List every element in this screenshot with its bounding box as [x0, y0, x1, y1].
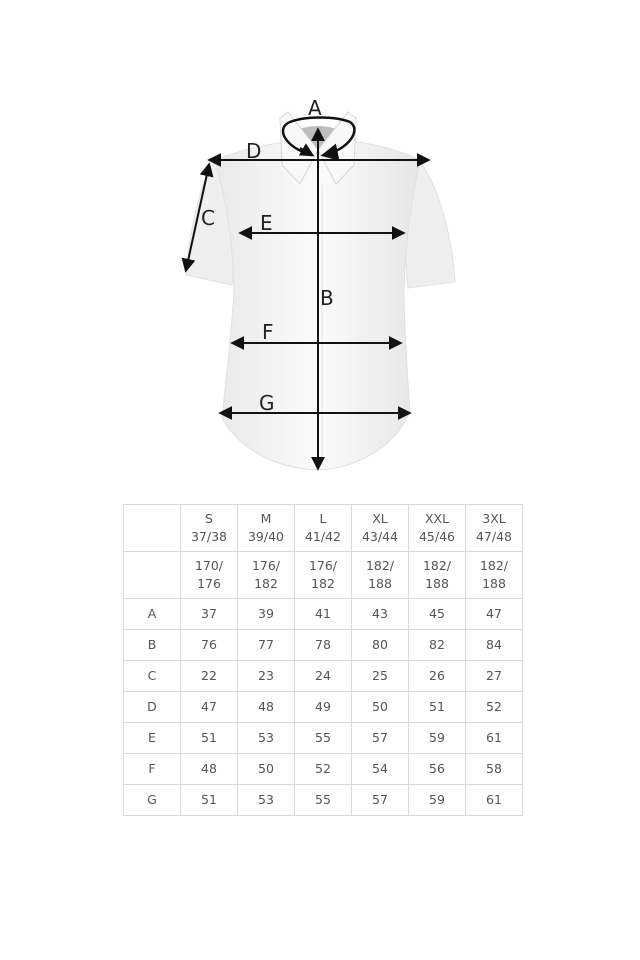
- measurement-value: 37: [181, 599, 238, 630]
- height-range-bottom: 182: [254, 576, 278, 591]
- size-name: S: [205, 511, 213, 526]
- measurement-row: [124, 754, 523, 785]
- measurement-label: G: [124, 785, 181, 816]
- measurement-value: 56: [409, 754, 466, 785]
- measurement-row: [124, 692, 523, 723]
- collar-size: 43/44: [361, 529, 399, 544]
- height-cell: [409, 552, 466, 599]
- height-cell: [181, 552, 238, 599]
- label-b: B: [320, 286, 334, 310]
- measurement-label: A: [124, 599, 181, 630]
- size-header-cell: [352, 505, 409, 552]
- measurement-value: 51: [181, 785, 238, 816]
- measurement-label: C: [124, 661, 181, 692]
- height-range-bottom: 188: [482, 576, 506, 591]
- measurement-value: 48: [181, 754, 238, 785]
- measurement-value: 25: [352, 661, 409, 692]
- measurement-label: E: [124, 723, 181, 754]
- measurement-value: 80: [352, 630, 409, 661]
- measurement-value: 61: [466, 723, 523, 754]
- height-range-top: 182/: [479, 558, 509, 573]
- measurement-value: 23: [238, 661, 295, 692]
- measurement-value: 57: [352, 785, 409, 816]
- measurement-value: 47: [181, 692, 238, 723]
- measurement-value: 24: [295, 661, 352, 692]
- measurement-value: 55: [295, 785, 352, 816]
- collar-size: 37/38: [190, 529, 228, 544]
- size-header-cell: [181, 505, 238, 552]
- label-f: F: [262, 320, 274, 344]
- size-header-cell: [409, 505, 466, 552]
- height-range-bottom: 176: [197, 576, 221, 591]
- measurement-label: D: [124, 692, 181, 723]
- empty-corner-cell: [124, 505, 181, 552]
- label-a: A: [308, 96, 322, 120]
- height-range-top: 170/: [194, 558, 224, 573]
- label-d: D: [246, 139, 262, 163]
- height-cell: [238, 552, 295, 599]
- collar-size: 45/46: [418, 529, 456, 544]
- measurement-value: 39: [238, 599, 295, 630]
- measurement-value: 57: [352, 723, 409, 754]
- measurement-value: 52: [466, 692, 523, 723]
- size-name: L: [319, 511, 327, 526]
- measurement-value: 53: [238, 723, 295, 754]
- height-range-top: 182/: [422, 558, 452, 573]
- measurement-value: 50: [352, 692, 409, 723]
- measurement-value: 51: [409, 692, 466, 723]
- measurement-value: 61: [466, 785, 523, 816]
- size-header-cell: [295, 505, 352, 552]
- height-range-bottom: 182: [311, 576, 335, 591]
- size-name: 3XL: [482, 511, 506, 526]
- measurement-value: 52: [295, 754, 352, 785]
- measurement-value: 26: [409, 661, 466, 692]
- measurement-value: 59: [409, 785, 466, 816]
- empty-height-label-cell: [124, 552, 181, 599]
- label-c: C: [201, 206, 215, 230]
- measurement-value: 49: [295, 692, 352, 723]
- height-cell: [295, 552, 352, 599]
- measurement-label: B: [124, 630, 181, 661]
- measurement-value: 78: [295, 630, 352, 661]
- measurement-value: 27: [466, 661, 523, 692]
- size-header-row: [124, 505, 523, 552]
- measurement-label: F: [124, 754, 181, 785]
- measurement-row: [124, 785, 523, 816]
- measurement-value: 48: [238, 692, 295, 723]
- measurement-value: 43: [352, 599, 409, 630]
- height-row: [124, 552, 523, 599]
- collar-size: 39/40: [247, 529, 285, 544]
- measurement-value: 59: [409, 723, 466, 754]
- label-e: E: [260, 211, 273, 235]
- height-range-top: 176/: [308, 558, 338, 573]
- collar-size: 41/42: [304, 529, 342, 544]
- measurement-value: 77: [238, 630, 295, 661]
- measurement-value: 50: [238, 754, 295, 785]
- collar-size: 47/48: [475, 529, 513, 544]
- size-name: XXL: [424, 511, 450, 526]
- measurement-value: 22: [181, 661, 238, 692]
- measurement-value: 55: [295, 723, 352, 754]
- height-range-bottom: 188: [425, 576, 449, 591]
- height-cell: [352, 552, 409, 599]
- measurement-value: 58: [466, 754, 523, 785]
- measurement-row: [124, 661, 523, 692]
- measurement-value: 82: [409, 630, 466, 661]
- size-name: M: [260, 511, 272, 526]
- measurement-value: 53: [238, 785, 295, 816]
- label-g: G: [259, 391, 275, 415]
- height-range-bottom: 188: [368, 576, 392, 591]
- size-chart-table: [123, 504, 523, 816]
- measurement-value: 76: [181, 630, 238, 661]
- height-range-top: 176/: [251, 558, 281, 573]
- measurement-row: [124, 599, 523, 630]
- measurement-row: [124, 723, 523, 754]
- size-header-cell: [238, 505, 295, 552]
- measurement-value: 41: [295, 599, 352, 630]
- measurement-value: 47: [466, 599, 523, 630]
- measurement-row: [124, 630, 523, 661]
- measurement-value: 45: [409, 599, 466, 630]
- size-header-cell: [466, 505, 523, 552]
- measurement-value: 54: [352, 754, 409, 785]
- measurement-value: 84: [466, 630, 523, 661]
- height-cell: [466, 552, 523, 599]
- size-name: XL: [372, 511, 388, 526]
- measurement-value: 51: [181, 723, 238, 754]
- height-range-top: 182/: [365, 558, 395, 573]
